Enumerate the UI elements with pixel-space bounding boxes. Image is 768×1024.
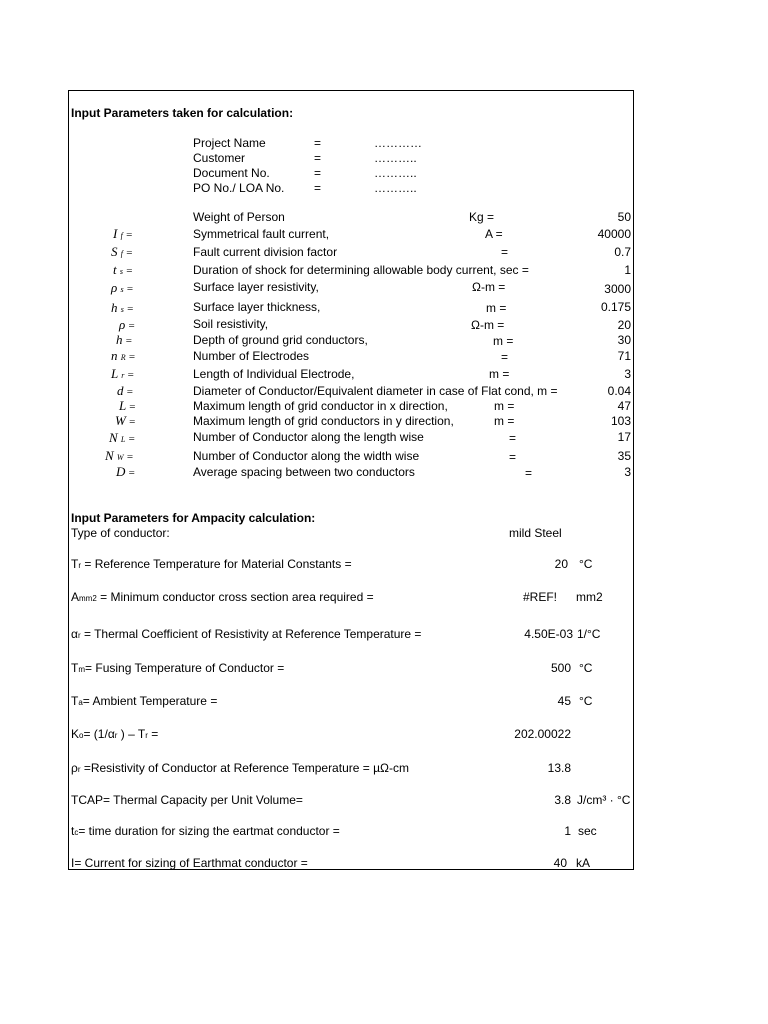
param-desc: Number of Conductor along the length wise bbox=[193, 430, 424, 444]
param-symbol: n R = bbox=[111, 348, 136, 363]
param-value: 0.175 bbox=[600, 300, 631, 314]
ampacity-row-unit: J/cm³ · °C bbox=[577, 793, 631, 807]
ampacity-row-unit: kA bbox=[576, 856, 591, 870]
param-value: 17 bbox=[617, 430, 631, 444]
param-value: 103 bbox=[610, 414, 631, 428]
param-symbol: L = bbox=[119, 398, 136, 413]
param-unit: A = bbox=[485, 227, 503, 241]
conductor-type-label: Type of conductor: bbox=[71, 526, 170, 540]
po-no-eq: = bbox=[314, 181, 322, 195]
param-value: 50 bbox=[617, 210, 631, 224]
param-value: 30 bbox=[617, 333, 631, 347]
ampacity-row-desc: I= Current for sizing of Earthmat conductor = bbox=[71, 856, 308, 870]
param-unit: m = bbox=[493, 334, 514, 348]
param-desc: Soil resistivity, bbox=[193, 317, 269, 331]
param-value: 3000 bbox=[604, 282, 631, 296]
conductor-type-value: mild Steel bbox=[509, 526, 562, 540]
param-unit: m = bbox=[494, 414, 515, 428]
param-symbol: t s = bbox=[113, 262, 133, 277]
document-no-label: Document No. bbox=[193, 166, 270, 180]
project-name-value: ………… bbox=[374, 136, 422, 150]
ampacity-row-unit: °C bbox=[579, 661, 593, 675]
param-desc: Depth of ground grid conductors, bbox=[193, 333, 368, 347]
param-symbol: h = bbox=[116, 332, 132, 347]
param-unit: m = bbox=[489, 367, 510, 381]
param-unit: = bbox=[525, 466, 533, 480]
ampacity-row-desc: ρr =Resistivity of Conductor at Reference Temperature = µΩ-cm bbox=[71, 761, 409, 775]
param-symbol: ρ = bbox=[119, 317, 135, 332]
param-value: 1 bbox=[624, 263, 631, 277]
ampacity-row-value: 500 bbox=[550, 661, 571, 675]
ampacity-row-desc: Amm2 = Minimum conductor cross section area required = bbox=[71, 590, 374, 604]
ampacity-row-unit: mm2 bbox=[576, 590, 603, 604]
ampacity-row-unit: °C bbox=[579, 557, 593, 571]
param-value: 0.7 bbox=[614, 245, 631, 259]
po-no-value: ……….. bbox=[374, 181, 417, 195]
ampacity-row-value: 3.8 bbox=[554, 793, 571, 807]
ampacity-row-value: 20 bbox=[554, 557, 568, 571]
project-name-label: Project Name bbox=[193, 136, 266, 150]
param-value: 40000 bbox=[597, 227, 631, 241]
param-value: 71 bbox=[617, 349, 631, 363]
param-symbol: D = bbox=[116, 464, 135, 479]
param-desc: Surface layer resistivity, bbox=[193, 280, 319, 294]
param-symbol: ρ s = bbox=[111, 280, 134, 295]
ampacity-row-desc: αr = Thermal Coefficient of Resistivity at Reference Temperature = bbox=[71, 627, 422, 641]
param-value: 3 bbox=[624, 367, 631, 381]
param-value: 20 bbox=[617, 318, 631, 332]
ampacity-row-desc: Ko= (1/αr ) – Tr = bbox=[71, 727, 159, 741]
customer-label: Customer bbox=[193, 151, 246, 165]
ampacity-row-unit: °C bbox=[579, 694, 593, 708]
ampacity-row-unit: sec bbox=[578, 824, 597, 838]
param-desc: Weight of Person bbox=[193, 210, 285, 224]
param-desc: Number of Conductor along the width wise bbox=[193, 449, 420, 463]
param-desc: Maximum length of grid conductor in x direction, bbox=[193, 399, 448, 413]
param-desc: Symmetrical fault current, bbox=[193, 227, 330, 241]
param-unit: = bbox=[501, 350, 509, 364]
param-desc: Length of Individual Electrode, bbox=[193, 367, 355, 381]
param-unit: Ω-m = bbox=[472, 280, 506, 294]
param-value: 0.04 bbox=[607, 384, 631, 398]
param-symbol: N W = bbox=[105, 448, 134, 463]
param-desc: Number of Electrodes bbox=[193, 349, 310, 363]
param-symbol: h s = bbox=[111, 300, 134, 315]
param-value: 3 bbox=[624, 465, 631, 479]
param-value: 35 bbox=[617, 449, 631, 463]
calculation-sheet-frame bbox=[68, 90, 634, 870]
param-desc: Average spacing between two conductors bbox=[193, 465, 415, 479]
param-unit: m = bbox=[494, 399, 515, 413]
param-unit: Ω-m = bbox=[471, 318, 505, 332]
param-desc: Diameter of Conductor/Equivalent diameter in case of Flat cond, m = bbox=[193, 384, 558, 398]
param-unit: m = bbox=[486, 301, 507, 315]
param-desc: Duration of shock for determining allowable body current, sec = bbox=[193, 263, 529, 277]
param-value: 47 bbox=[617, 399, 631, 413]
ampacity-row-desc: tc= time duration for sizing the eartmat conductor = bbox=[71, 824, 340, 838]
param-symbol: L r = bbox=[111, 366, 134, 381]
ampacity-row-value: #REF! bbox=[523, 590, 558, 604]
param-symbol: I f = bbox=[113, 226, 133, 241]
param-desc: Fault current division factor bbox=[193, 245, 338, 259]
ampacity-row-desc: Tr = Reference Temperature for Material Constants = bbox=[71, 557, 352, 571]
ampacity-row-value: 13.8 bbox=[547, 761, 571, 775]
ampacity-row-unit: 1/°C bbox=[577, 627, 601, 641]
param-desc: Surface layer thickness, bbox=[193, 300, 321, 314]
ampacity-row-value: 40 bbox=[553, 856, 567, 870]
section1-title: Input Parameters taken for calculation: bbox=[71, 106, 294, 120]
document-no-value: ……….. bbox=[374, 166, 417, 180]
param-symbol: d = bbox=[117, 383, 133, 398]
project-name-eq: = bbox=[314, 136, 322, 150]
section2-title: Input Parameters for Ampacity calculation: bbox=[71, 511, 316, 525]
param-symbol: N L = bbox=[109, 430, 135, 445]
param-unit: Kg = bbox=[469, 210, 495, 224]
ampacity-row-desc: Tm= Fusing Temperature of Conductor = bbox=[71, 661, 285, 675]
ampacity-row-value: 45 bbox=[557, 694, 571, 708]
ampacity-row-value: 202.00022 bbox=[514, 727, 571, 741]
param-symbol: W = bbox=[115, 413, 136, 428]
param-desc: Maximum length of grid conductors in y direction, bbox=[193, 414, 454, 428]
param-unit: = bbox=[509, 450, 517, 464]
param-unit: = bbox=[509, 431, 517, 445]
document-no-eq: = bbox=[314, 166, 322, 180]
ampacity-row-value: 4.50E-03 bbox=[524, 627, 573, 641]
ampacity-row-desc: Ta= Ambient Temperature = bbox=[71, 694, 218, 708]
po-no-label: PO No./ LOA No. bbox=[193, 181, 285, 195]
customer-value: ……….. bbox=[374, 151, 417, 165]
ampacity-row-value: 1 bbox=[564, 824, 571, 838]
param-unit: = bbox=[501, 245, 509, 259]
ampacity-row-desc: TCAP= Thermal Capacity per Unit Volume= bbox=[71, 793, 303, 807]
customer-eq: = bbox=[314, 151, 322, 165]
param-symbol: S f = bbox=[111, 244, 133, 259]
